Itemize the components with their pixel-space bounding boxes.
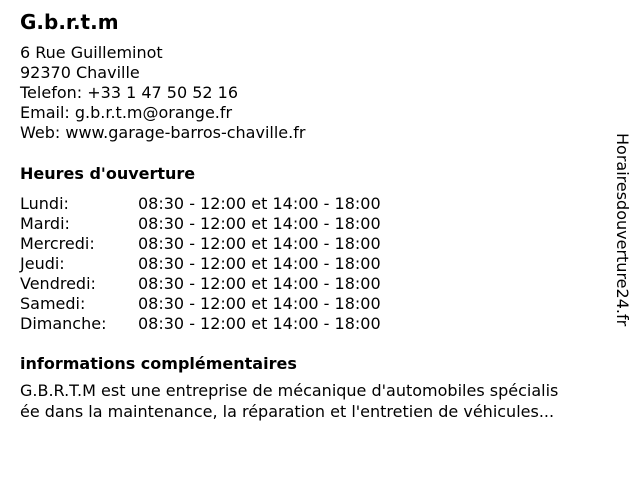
hours-row (20, 254, 381, 274)
city: 92370 Chaville (20, 63, 140, 82)
street-address: 6 Rue Guilleminot (20, 43, 163, 62)
time-range: 08:30 - 12:00 et 14:00 - 18:00 (138, 214, 381, 233)
time-range: 08:30 - 12:00 et 14:00 - 18:00 (138, 314, 381, 333)
description-line: ée dans la maintenance, la réparation et l'entretien de véhicules... (20, 402, 555, 421)
email: Email: g.b.r.t.m@orange.fr (20, 103, 233, 122)
time-range: 08:30 - 12:00 et 14:00 - 18:00 (138, 254, 381, 273)
site-watermark: Horairesdouverture24.fr (613, 133, 632, 327)
phone: Telefon: +33 1 47 50 52 16 (20, 83, 239, 102)
day-label: Mercredi: (20, 234, 95, 253)
hours-row (20, 294, 381, 314)
contact-block (20, 43, 305, 143)
hours-row (20, 194, 381, 214)
description-line: G.B.R.T.M est une entreprise de mécanique d'automobiles spécialis (20, 381, 559, 400)
day-label: Jeudi: (20, 254, 65, 273)
hours-row (20, 214, 381, 234)
website: Web: www.garage-barros-chaville.fr (20, 123, 306, 142)
hours-row (20, 314, 381, 334)
hours-heading: Heures d'ouverture (20, 164, 196, 183)
hours-row (20, 274, 381, 294)
day-label: Lundi: (20, 194, 69, 213)
day-label: Mardi: (20, 214, 70, 233)
time-range: 08:30 - 12:00 et 14:00 - 18:00 (138, 274, 381, 293)
info-heading: informations complémentaires (20, 354, 297, 373)
time-range: 08:30 - 12:00 et 14:00 - 18:00 (138, 234, 381, 253)
business-description (20, 380, 610, 422)
business-name: G.b.r.t.m (20, 10, 119, 34)
hours-row (20, 234, 381, 254)
day-label: Dimanche: (20, 314, 107, 333)
day-label: Samedi: (20, 294, 86, 313)
day-label: Vendredi: (20, 274, 96, 293)
opening-hours-table (20, 194, 381, 334)
time-range: 08:30 - 12:00 et 14:00 - 18:00 (138, 194, 381, 213)
time-range: 08:30 - 12:00 et 14:00 - 18:00 (138, 294, 381, 313)
